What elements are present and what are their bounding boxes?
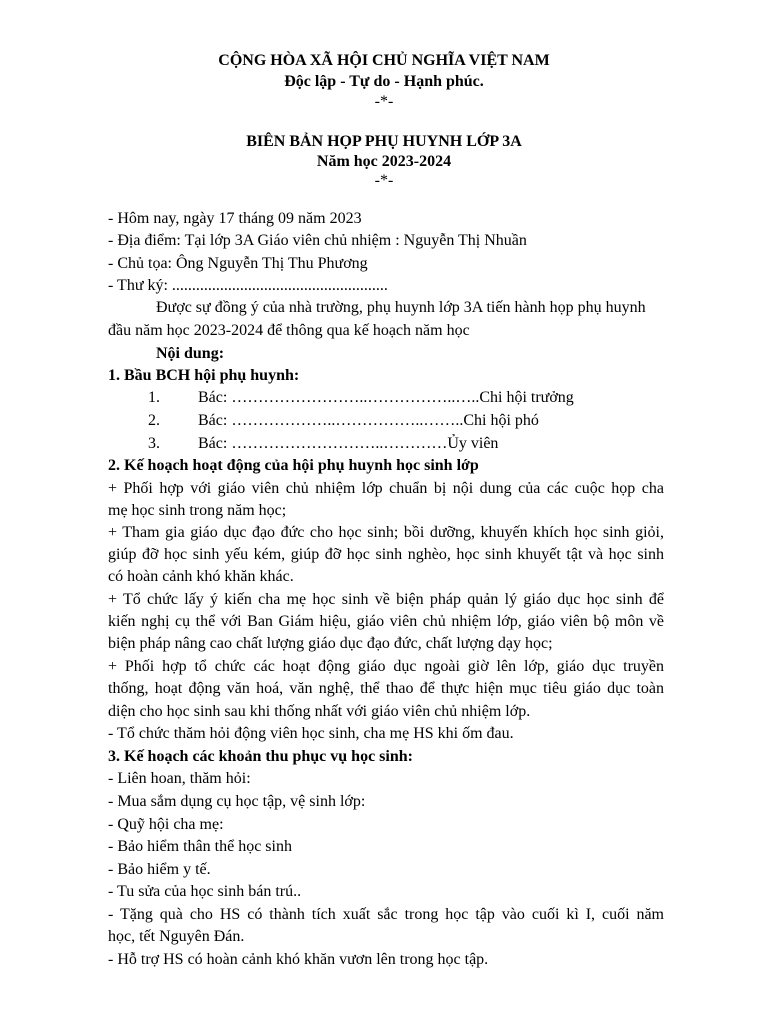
document-title: BIÊN BẢN HỌP PHỤ HUYNH LỚP 3A [246,133,522,150]
paragraph-line: có hoàn cảnh khó khăn khác. [108,568,294,585]
item-number: 1. [148,389,160,406]
item-number: 3. [148,435,160,452]
section-1-heading: 1. Bầu BCH hội phụ huynh: [108,367,300,384]
paragraph-line: mẹ học sinh trong năm học; [108,502,287,519]
list-item: - Bảo hiểm thân thể học sinh [108,838,292,855]
paragraph-line: + Phối hợp với giáo viên chủ nhiệm lớp chuẩn bị nội dung của các cuộc họp cha [108,480,664,497]
motto: Độc lập - Tự do - Hạnh phúc. [284,73,484,90]
meeting-chair: - Chủ tọa: Ông Nguyễn Thị Thu Phương [108,255,368,272]
separator: -*- [374,172,394,189]
list-item: học, tết Nguyên Đán. [108,928,245,945]
list-item: - Quỹ hội cha mẹ: [108,816,224,833]
section-3-heading: 3. Kế hoạch các khoản thu phục vụ học sinh: [108,748,413,765]
paragraph-line: + Phối hợp tổ chức các hoạt động giáo dục ngoài giờ lên lớp, giáo dục truyền [108,658,664,675]
meeting-place: - Địa điểm: Tại lớp 3A Giáo viên chủ nhiệm : Nguyễn Thị Nhuần [108,232,527,249]
content-heading: Nội dung: [156,345,225,362]
section-2-heading: 2. Kế hoạch hoạt động của hội phụ huynh học sinh lớp [108,457,479,474]
item-text: Bác: ………………………..…………Ủy viên [198,435,499,452]
item-text: Bác: ……………………..……………..…..Chi hội trưởng [198,389,574,406]
committee-item [108,389,574,407]
meeting-secretary: - Thư ký: ...................................................... [108,277,388,294]
list-item: - Hỗ trợ HS có hoàn cảnh khó khăn vươn lên trong học tập. [108,951,489,968]
meeting-date: - Hôm nay, ngày 17 tháng 09 năm 2023 [108,210,362,227]
country-heading: CỘNG HÒA XÃ HỘI CHỦ NGHĨA VIỆT NAM [218,52,550,69]
school-year: Năm học 2023-2024 [316,153,452,170]
paragraph-line: kiến nghị cụ thể với Ban Giám hiệu, giáo viên chủ nhiệm lớp, giáo viên bộ môn về [108,613,664,630]
list-item: - Tặng quà cho HS có thành tích xuất sắc trong học tập vào cuối kì I, cuối năm [108,906,664,923]
paragraph-line: + Tổ chức lấy ý kiến cha mẹ học sinh về biện pháp quản lý giáo dục học sinh để [108,591,664,608]
separator: -*- [374,93,394,110]
list-item: - Tu sửa của học sinh bán trú.. [108,883,302,900]
intro-line: đầu năm học 2023-2024 để thông qua kế hoạch năm học [108,322,470,339]
paragraph-line: diện cho học sinh sau khi thống nhất với giáo viên chủ nhiệm lớp. [108,703,531,720]
item-text: Bác: ………………..……………..……..Chi hội phó [198,412,539,429]
committee-item [108,412,539,430]
list-item: - Mua sắm dụng cụ học tập, vệ sinh lớp: [108,793,366,810]
committee-item [108,435,498,453]
list-item: - Liên hoan, thăm hỏi: [108,770,251,787]
paragraph-line: - Tổ chức thăm hỏi động viên học sinh, cha mẹ HS khi ốm đau. [108,725,514,742]
intro-line: Được sự đồng ý của nhà trường, phụ huynh lớp 3A tiến hành họp phụ huynh [156,299,646,316]
paragraph-line: giúp đỡ học sinh yếu kém, giúp đỡ học sinh nghèo, học sinh khuyết tật và học sinh [108,546,664,563]
paragraph-line: thống, hoạt động văn hoá, văn nghệ, thể thao để thực hiện mục tiêu giáo dục toàn [108,680,664,697]
list-item: - Bảo hiểm y tế. [108,861,211,878]
paragraph-line: biện pháp nâng cao chất lượng giáo dục đạo đức, chất lượng dạy học; [108,635,553,652]
paragraph-line: + Tham gia giáo dục đạo đức cho học sinh; bồi dưỡng, khuyến khích học sinh giỏi, [108,524,664,541]
item-number: 2. [148,412,160,429]
